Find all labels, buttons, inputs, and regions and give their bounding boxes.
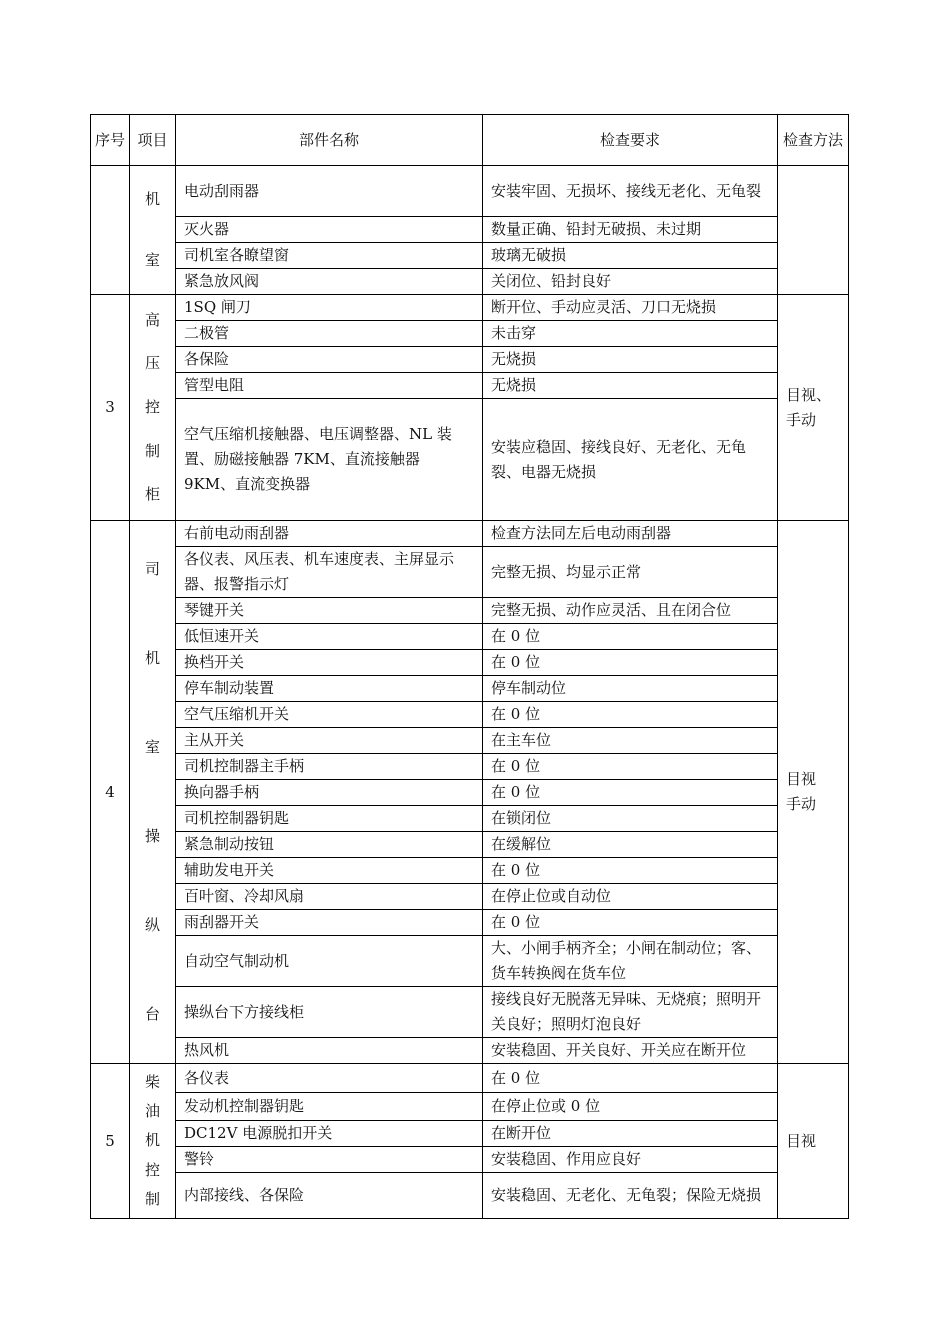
- table-row: [91, 910, 849, 936]
- requirement-cell: 安装牢固、无损坏、接线无老化、无龟裂: [483, 166, 778, 217]
- requirement-cell: 安装稳固、开关良好、开关应在断开位: [483, 1038, 778, 1064]
- part-name-cell: 紧急放风阀: [176, 269, 483, 295]
- requirement-cell: 在 0 位: [483, 780, 778, 806]
- table-row: [91, 858, 849, 884]
- part-name-cell: 辅助发电开关: [176, 858, 483, 884]
- part-name-cell: 电动刮雨器: [176, 166, 483, 217]
- table-row: [91, 806, 849, 832]
- table-row: [91, 754, 849, 780]
- section-method: 目视: [778, 1064, 849, 1219]
- requirement-cell: 完整无损、动作应灵活、且在闭合位: [483, 598, 778, 624]
- table-row: [91, 521, 849, 547]
- part-name-cell: 二极管: [176, 321, 483, 347]
- table-row: [91, 728, 849, 754]
- table-row: [91, 217, 849, 243]
- part-name-cell: 管型电阻: [176, 373, 483, 399]
- table-row: [91, 1038, 849, 1064]
- requirement-cell: 在 0 位: [483, 650, 778, 676]
- section-method: 目视、 手动: [778, 295, 849, 521]
- section-item: 机 室: [130, 166, 176, 295]
- part-name-cell: DC12V 电源脱扣开关: [176, 1121, 483, 1147]
- requirement-cell: 大、小闸手柄齐全；小闸在制动位；客、货车转换阀在货车位: [483, 936, 778, 987]
- section-item: 高 压 控 制 柜: [130, 295, 176, 521]
- requirement-cell: 玻璃无破损: [483, 243, 778, 269]
- requirement-cell: 断开位、手动应灵活、刀口无烧损: [483, 295, 778, 321]
- part-name-cell: 1SQ 闸刀: [176, 295, 483, 321]
- requirement-cell: 在 0 位: [483, 702, 778, 728]
- table-row: [91, 987, 849, 1038]
- table-row: [91, 243, 849, 269]
- table-row: [91, 832, 849, 858]
- table-row: [91, 702, 849, 728]
- table-row: [91, 1093, 849, 1121]
- requirement-cell: 数量正确、铅封无破损、未过期: [483, 217, 778, 243]
- requirement-cell: 在主车位: [483, 728, 778, 754]
- requirement-cell: 安装稳固、作用应良好: [483, 1147, 778, 1173]
- requirement-cell: 在缓解位: [483, 832, 778, 858]
- requirement-cell: 在 0 位: [483, 910, 778, 936]
- table-row: [91, 547, 849, 598]
- table-row: [91, 1064, 849, 1093]
- section-seq: [91, 166, 130, 295]
- part-name-cell: 紧急制动按钮: [176, 832, 483, 858]
- requirement-cell: 安装应稳固、接线良好、无老化、无龟裂、电器无烧损: [483, 399, 778, 521]
- part-name-cell: 司机控制器钥匙: [176, 806, 483, 832]
- requirement-cell: 安装稳固、无老化、无龟裂；保险无烧损: [483, 1173, 778, 1219]
- part-name-cell: 空气压缩机开关: [176, 702, 483, 728]
- part-name-cell: 热风机: [176, 1038, 483, 1064]
- table-row: [91, 650, 849, 676]
- table-row: [91, 676, 849, 702]
- part-name-cell: 司机控制器主手柄: [176, 754, 483, 780]
- part-name-cell: 各保险: [176, 347, 483, 373]
- section-seq: 3: [91, 295, 130, 521]
- section-seq: 4: [91, 521, 130, 1064]
- requirement-cell: 在 0 位: [483, 624, 778, 650]
- table-row: [91, 624, 849, 650]
- requirement-cell: 未击穿: [483, 321, 778, 347]
- table-row: [91, 1121, 849, 1147]
- part-name-cell: 主从开关: [176, 728, 483, 754]
- part-name-cell: 低恒速开关: [176, 624, 483, 650]
- requirement-cell: 检查方法同左后电动雨刮器: [483, 521, 778, 547]
- section-method: [778, 166, 849, 295]
- part-name-cell: 内部接线、各保险: [176, 1173, 483, 1219]
- inspection-table-container: [90, 114, 848, 1219]
- requirement-cell: 无烧损: [483, 347, 778, 373]
- requirement-cell: 在锁闭位: [483, 806, 778, 832]
- table-row: [91, 166, 849, 217]
- part-name-cell: 换档开关: [176, 650, 483, 676]
- part-name-cell: 发动机控制器钥匙: [176, 1093, 483, 1121]
- inspection-table: [90, 114, 849, 1219]
- table-row: [91, 780, 849, 806]
- section-seq: 5: [91, 1064, 130, 1219]
- table-row: [91, 598, 849, 624]
- table-row: [91, 936, 849, 987]
- part-name-cell: 换向器手柄: [176, 780, 483, 806]
- part-name-cell: 各仪表、风压表、机车速度表、主屏显示器、报警指示灯: [176, 547, 483, 598]
- table-row: [91, 373, 849, 399]
- header-requirement: 检查要求: [483, 115, 778, 166]
- part-name-cell: 停车制动装置: [176, 676, 483, 702]
- requirement-cell: 在断开位: [483, 1121, 778, 1147]
- part-name-cell: 各仪表: [176, 1064, 483, 1093]
- section-item: 柴 油 机 控 制: [130, 1064, 176, 1219]
- part-name-cell: 灭火器: [176, 217, 483, 243]
- requirement-cell: 完整无损、均显示正常: [483, 547, 778, 598]
- requirement-cell: 停车制动位: [483, 676, 778, 702]
- part-name-cell: 琴键开关: [176, 598, 483, 624]
- section-method: 目视 手动: [778, 521, 849, 1064]
- table-row: [91, 399, 849, 521]
- table-row: [91, 269, 849, 295]
- requirement-cell: 在 0 位: [483, 858, 778, 884]
- table-row: [91, 884, 849, 910]
- requirement-cell: 在 0 位: [483, 754, 778, 780]
- header-item: 项目: [130, 115, 176, 166]
- requirement-cell: 在 0 位: [483, 1064, 778, 1093]
- section-item: 司 机 室 操 纵 台: [130, 521, 176, 1064]
- requirement-cell: 关闭位、铅封良好: [483, 269, 778, 295]
- table-row: [91, 347, 849, 373]
- requirement-cell: 无烧损: [483, 373, 778, 399]
- table-row: [91, 1147, 849, 1173]
- header-row: [91, 115, 849, 166]
- header-part-name: 部件名称: [176, 115, 483, 166]
- table-row: [91, 321, 849, 347]
- part-name-cell: 操纵台下方接线柜: [176, 987, 483, 1038]
- header-seq: 序号: [91, 115, 130, 166]
- requirement-cell: 在停止位或 0 位: [483, 1093, 778, 1121]
- table-row: [91, 295, 849, 321]
- part-name-cell: 司机室各瞭望窗: [176, 243, 483, 269]
- part-name-cell: 雨刮器开关: [176, 910, 483, 936]
- part-name-cell: 右前电动雨刮器: [176, 521, 483, 547]
- part-name-cell: 空气压缩机接触器、电压调整器、NL 装置、励磁接触器 7KM、直流接触器 9KM、直流变换器: [176, 399, 483, 521]
- requirement-cell: 在停止位或自动位: [483, 884, 778, 910]
- part-name-cell: 自动空气制动机: [176, 936, 483, 987]
- part-name-cell: 百叶窗、冷却风扇: [176, 884, 483, 910]
- part-name-cell: 警铃: [176, 1147, 483, 1173]
- header-method: 检查方法: [778, 115, 849, 166]
- table-row: [91, 1173, 849, 1219]
- requirement-cell: 接线良好无脱落无异味、无烧痕；照明开关良好；照明灯泡良好: [483, 987, 778, 1038]
